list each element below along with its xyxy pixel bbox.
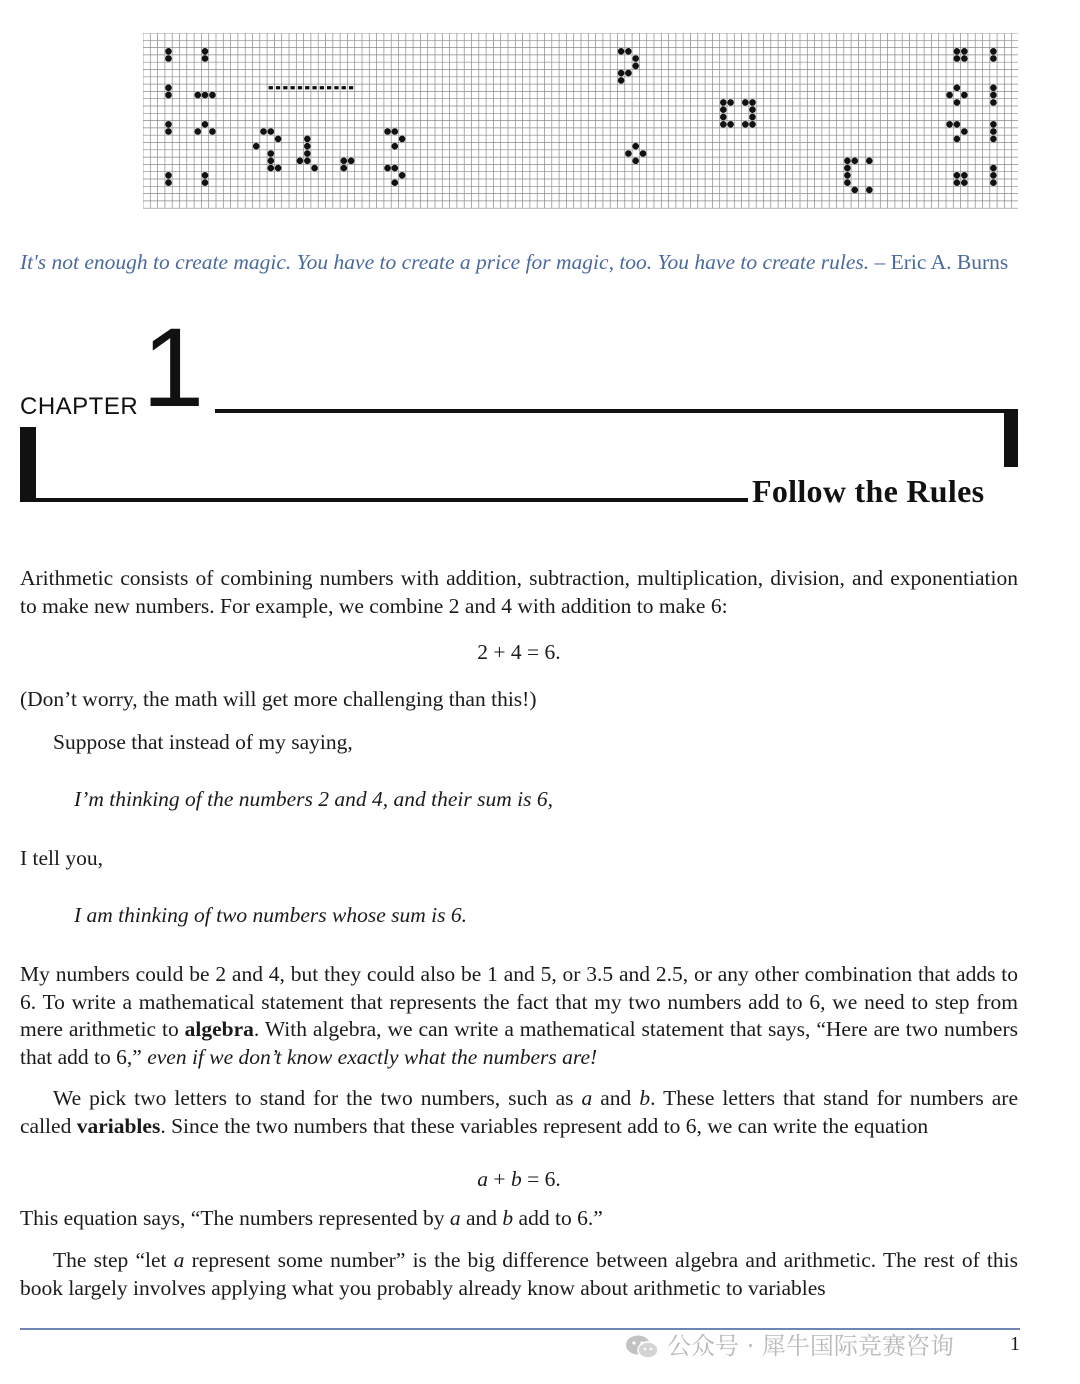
live-cell [348,158,355,165]
grid-lines [143,33,1018,208]
live-cell [625,70,632,77]
live-cell [961,92,968,99]
live-cell [625,150,632,157]
quote-two-numbers-sum-6: I am thinking of two numbers whose sum is 6. [74,903,467,927]
live-cell [990,165,997,172]
live-cell [954,55,961,62]
live-cell [276,86,280,89]
live-cell [852,158,859,165]
live-cell [618,70,625,77]
paragraph-i-tell-you: I tell you, [20,846,103,870]
live-cell [298,86,302,89]
live-cell [727,99,734,106]
live-cell [954,136,961,143]
live-cell [990,99,997,106]
live-cell [720,106,727,113]
live-cell [311,165,318,172]
live-cell [269,86,273,89]
epigraph-quote: It's not enough to create magic. You have to create a price for magic, too. You have to create rules. [20,250,870,274]
live-cell [990,92,997,99]
live-cell [618,77,625,84]
live-cell [720,99,727,106]
live-cell [342,86,346,89]
live-cell [399,172,406,179]
live-cell [202,55,209,62]
live-cell [260,128,267,135]
live-cell [727,121,734,128]
live-cell [268,165,275,172]
live-cell [640,150,647,157]
live-cell [946,92,953,99]
live-cell [165,85,172,92]
live-cell [990,128,997,135]
quote-thinking-2-and-4: I’m thinking of the numbers 2 and 4, and their sum is 6, [74,787,553,811]
chapter-title: Follow the Rules [752,473,985,509]
live-cell [632,158,639,165]
live-cell [275,136,282,143]
live-cell [304,136,311,143]
live-cell [632,63,639,70]
live-cell [392,165,399,172]
live-cell [195,128,202,135]
live-cell [392,143,399,150]
live-cell [625,48,632,55]
live-cell [990,136,997,143]
live-cell [954,99,961,106]
live-cell [954,179,961,186]
live-cell [165,128,172,135]
paragraph-algebra-intro: My numbers could be 2 and 4, but they could also be 1 and 5, or 3.5 and 2.5, or any other combination that adds to 6. To write a mathematical statement that represents the fact that my two numbers add to 6, we need to step from mere arithmetic to algebra. With algebra, we can write a mathematical statement that says, “Here are two numbers that add to 6,” even if we don’t know exactly what the numbers are! [20,962,1018,1069]
live-cell [866,158,873,165]
live-cell [334,86,338,89]
chapter-right-bar [1004,411,1018,467]
live-cell [632,55,639,62]
live-cell [209,92,216,99]
live-cell [742,121,749,128]
live-cell [165,172,172,179]
live-cell [202,92,209,99]
live-cell [304,143,311,150]
paragraph-equation-says: This equation says, “The numbers represented by a and b add to 6.” [20,1206,603,1230]
live-cell [165,121,172,128]
live-cell [341,158,348,165]
live-cell [320,86,324,89]
live-cell [990,121,997,128]
live-cell [961,48,968,55]
live-cell [954,48,961,55]
live-cell [720,114,727,121]
live-cell [852,187,859,194]
live-cell [202,179,209,186]
chapter-top-rule [215,409,1018,413]
live-cell [618,48,625,55]
live-cell [297,158,304,165]
term-variables: variables [76,1113,161,1138]
live-cell [202,121,209,128]
live-cell [749,121,756,128]
live-cell [990,172,997,179]
chapter-bottom-rule [20,498,748,502]
live-cell [961,128,968,135]
live-cell [954,121,961,128]
equation-2-plus-4: 2 + 4 = 6. [477,640,561,664]
live-cell [283,86,287,89]
live-cell [844,179,851,186]
watermark [625,1326,954,1361]
live-cell [268,158,275,165]
live-cell [305,86,309,89]
live-cell [961,55,968,62]
live-cell [165,92,172,99]
live-cell [202,172,209,179]
live-cell [990,48,997,55]
page-number: 1 [1010,1333,1020,1355]
live-cell [209,128,216,135]
live-cell [844,158,851,165]
live-cell [195,92,202,99]
live-cell [632,143,639,150]
live-cell [866,187,873,194]
live-cell [946,121,953,128]
equation-a-plus-b: a + b = 6. [477,1167,561,1191]
live-cell [291,86,295,89]
live-cell [304,158,311,165]
live-cell [202,48,209,55]
live-cell [990,179,997,186]
live-cell [961,172,968,179]
live-cell [742,99,749,106]
live-cell [954,172,961,179]
live-cell [990,85,997,92]
live-cell [749,106,756,113]
live-cell [165,179,172,186]
live-cell [749,114,756,121]
live-cell [384,165,391,172]
live-cell [720,121,727,128]
live-cell [384,128,391,135]
live-cell [749,99,756,106]
live-cell [990,55,997,62]
live-cell [304,150,311,157]
live-cell [275,165,282,172]
paragraph-the-step: The step “let a represent some number” is the big difference between algebra and arithmetic. The rest of this book largely involves applying what you probably already know about arithmetic to variables [20,1248,1018,1300]
chapter-left-bar [20,427,36,502]
paragraph-dont-worry: (Don’t worry, the math will get more challenging than this!) [20,687,537,711]
live-cell [341,165,348,172]
watermark-text: 公众号 · 犀牛国际竞赛咨询 [667,1332,954,1360]
live-cell [268,150,275,157]
live-cell [392,128,399,135]
live-cell [954,85,961,92]
live-cell [844,165,851,172]
live-cell [349,86,353,89]
live-cell [327,86,331,89]
paragraph-suppose: Suppose that instead of my saying, [53,730,353,754]
live-cell [165,48,172,55]
live-cell [268,128,275,135]
cellular-automaton-grid-illustration [143,33,1018,213]
live-cell [961,179,968,186]
chapter-label: CHAPTER [20,393,139,420]
live-cell [165,55,172,62]
epigraph-attribution: – Eric A. Burns [874,250,1009,274]
live-cell [399,136,406,143]
live-cell [844,172,851,179]
paragraph-variables: We pick two letters to stand for the two numbers, such as a and b. These letters that stand for numbers are called variables. Since the two numbers that these variables represent add to 6, we can write the equation [20,1086,1019,1138]
live-cell [253,143,260,150]
paragraph-arithmetic: Arithmetic consists of combining numbers with addition, subtraction, multiplication, division, and exponentiation to make new numbers. For example, we combine 2 and 4 with addition to make 6: [20,566,1018,618]
epigraph [20,250,1020,275]
wechat-icon [625,1334,659,1360]
term-algebra: algebra [184,1017,254,1041]
chapter-number: 1 [142,305,205,430]
live-cell [392,179,399,186]
live-cell [312,86,316,89]
